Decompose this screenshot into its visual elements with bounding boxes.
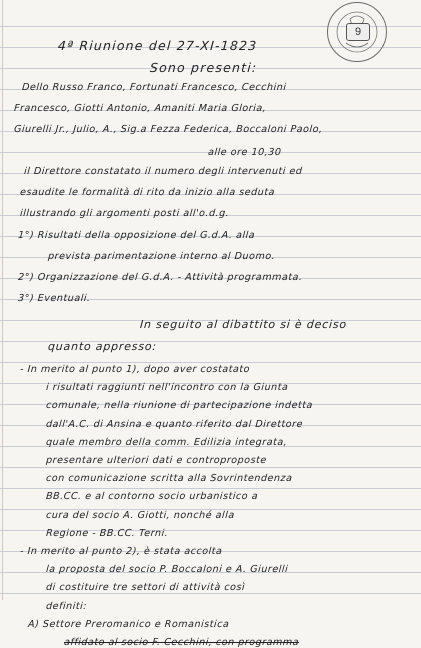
text-line: Francesco, Giotti Antonio, Amaniti Maria Gloria, [13,103,267,114]
text-line: i risultati raggiunti nell'incontro con la Giunta [45,382,289,394]
text-line: Regione - BB.CC. Terni. [45,527,169,539]
text-line: quanto appresso: [47,340,158,353]
meeting-header: 4ª Riunione del 27-XI-1823 [57,38,258,53]
text-line: la proposta del socio P. Boccaloni e A. Giurelli [45,564,289,576]
stamp-number: 9 [346,23,370,41]
association-stamp [327,2,387,62]
text-line: illustrando gli argomenti posti all'o.d.g. [19,208,230,219]
text-line: BB.CC. e al contorno socio urbanistico a [45,491,259,503]
text-line: con comunicazione scritta alla Sovrintendenza [45,473,293,485]
text-line: presentare ulteriori dati e controproposte [45,455,268,466]
text-line: esaudite le formalità di rito da inizio alla seduta [19,187,276,198]
agenda-item: 3°) Eventuali. [17,293,91,304]
text-line: comunale, nella riunione di partecipazione indetta [45,400,314,412]
text-line: prevista parimentazione interno al Duomo. [47,251,276,262]
text-line: Giurelli Jr., Julio, A., Sig.a Fezza Federica, Boccaloni Paolo, [13,124,323,135]
text-line: Dello Russo Franco, Fortunati Francesco, Cecchini [21,82,287,93]
text-line: - In merito al punto 2), è stata accolta [19,546,223,557]
text-line: di costituire tre settori di attività così [45,582,246,594]
agenda-item: 2°) Organizzazione del G.d.A. - Attività programmata. [17,272,303,283]
text-line: quale membro della comm. Edilizia integrata, [45,436,288,448]
agenda-item: 1°) Risultati della opposizione del G.d.A. alla [17,230,256,241]
text-line: cura del socio A. Giotti, nonché alla [45,509,236,521]
section-heading: A) Settore Preromanico e Romanistica [27,618,230,630]
present-heading: Sono presenti: [149,60,258,75]
margin-rule [2,0,3,600]
text-line: definiti: [45,600,88,612]
text-line: alle ore 10,30 [207,147,282,158]
text-line: il Direttore constatato il numero degli intervenuti ed [23,166,303,177]
text-line: - In merito al punto 1), dopo aver costatato [19,364,251,375]
text-line: affidato al socio F. Cecchini, con programma [63,637,300,648]
text-line: In seguito al dibattito si è deciso [139,318,348,331]
text-line: dall'A.C. di Ansina e quanto riferito dal Direttore [45,418,304,430]
